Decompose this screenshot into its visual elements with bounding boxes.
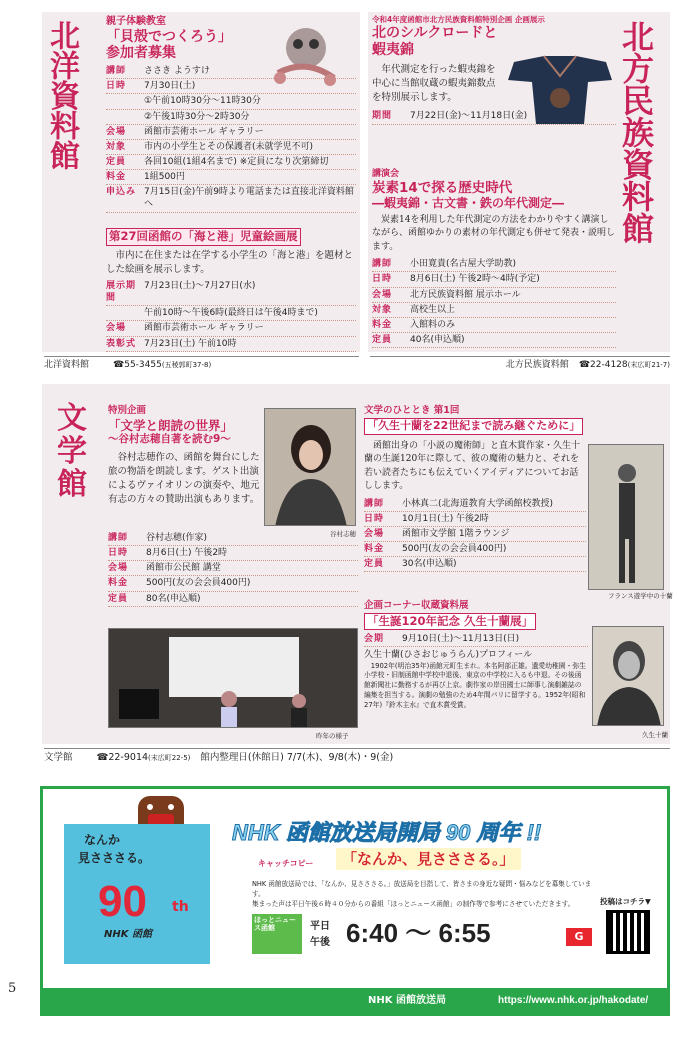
detail-value: 30名(申込順) — [402, 559, 457, 570]
detail-key: 料金 — [364, 544, 385, 555]
detail-key: 料金 — [106, 172, 127, 183]
badge-90: 90 — [98, 877, 147, 926]
badge-text-1: なんか — [84, 833, 121, 847]
detail-key: 講師 — [108, 533, 129, 543]
detail-value: 7月23日(土)～7月27日(水) — [144, 281, 256, 292]
detail-row — [106, 170, 356, 185]
bungaku-event1-details — [108, 531, 358, 607]
hoppou-name: 北方民族資料館 — [617, 20, 655, 244]
detail-row — [364, 542, 586, 557]
bungaku-name — [46, 402, 98, 501]
detail-value: 函館市公民館 講堂 — [146, 563, 221, 574]
juran-photo — [592, 626, 664, 726]
detail-row — [108, 546, 358, 561]
france-photo — [588, 444, 664, 590]
detail-row — [372, 288, 616, 303]
detail-value: 40名(申込順) — [410, 334, 465, 345]
ezonishiki-photo — [504, 52, 616, 128]
badge-th: th — [172, 899, 189, 915]
detail-key: 定員 — [364, 559, 385, 570]
detail-row — [364, 527, 586, 542]
nhk-badge — [64, 824, 210, 964]
hokuyo-name: 北洋資料館 — [44, 20, 79, 170]
detail-value: 小林真二(北海道教育大学函館校教授) — [402, 498, 554, 509]
pm-label: 午後 — [310, 937, 330, 948]
hoppou-footer: 北方民族資料館 ☎22-4128(末広町21-7) — [370, 356, 670, 371]
event-body: 市内に在住または在学する小学生の「海と港」を題材とした絵画を展示します。 — [106, 249, 354, 275]
event-title: 「久生十蘭を22世紀まで読み継ぐために」 — [364, 418, 583, 435]
copy-label: キャッチコピー — [258, 859, 314, 868]
event-title: 北のシルクロードと — [372, 25, 498, 42]
detail-value: 各回10組(1組4名まで) ※定員になり次第締切 — [144, 156, 329, 167]
event-title: 参加者募集 — [106, 45, 176, 62]
tanimura-photo — [264, 408, 356, 526]
detail-value: 入館料のみ — [410, 319, 456, 330]
profile-title: 久生十蘭(ひさおじゅうらん)プロフィール — [364, 650, 533, 661]
detail-key: 表彰式 — [106, 338, 137, 349]
nhk-headline: NHK 函館放送局開局 90 周年 !! — [232, 820, 542, 845]
detail-key: 日時 — [372, 274, 393, 285]
hokuyo-event2 — [106, 228, 356, 352]
bungaku-footer: 文学館 ☎22-9014(末広町22-5) 館内整理日(休館日) 7/7(木)、9/8(木)・9(金) — [44, 748, 670, 765]
detail-key: 日時 — [364, 513, 385, 524]
detail-value: 函館市芸術ホール ギャラリー — [144, 126, 264, 137]
station-name: NHK 函館放送局 — [368, 995, 446, 1006]
detail-value: 500円(友の会会員400円) — [402, 544, 507, 555]
detail-row — [106, 337, 356, 352]
detail-value: 函館市芸術ホール ギャラリー — [144, 323, 264, 334]
detail-value: 8月6日(土) 午後2時 — [146, 548, 228, 559]
detail-key: 展示期間 — [106, 281, 137, 304]
event-subtitle: ―蝦夷錦・古文書・鉄の年代測定― — [372, 196, 565, 211]
detail-key: 対象 — [106, 141, 127, 152]
bungaku-event2 — [364, 405, 586, 572]
event-title: 「生誕120年記念 久生十蘭展」 — [364, 613, 536, 631]
juran-caption: 久生十蘭 — [642, 731, 668, 739]
hokuyo-footer: 北洋資料館 ☎55-3455(五稜郭町37-8) — [44, 356, 359, 371]
detail-row — [106, 185, 356, 212]
detail-row — [108, 531, 358, 546]
tel-text: ☎22-9014 — [96, 752, 149, 763]
detail-key: 会場 — [372, 289, 393, 300]
detail-row — [106, 306, 356, 321]
detail-value: 市内の小学生とその保護者(未就学児不可) — [144, 141, 314, 152]
event-tag: 特別企画 — [108, 405, 147, 416]
detail-key: 会期 — [364, 634, 385, 645]
nhk-url[interactable]: https://www.nhk.or.jp/hakodate/ — [498, 995, 649, 1006]
event-tag: 令和4年度函館市北方民族資料館特別企画 企画展示 — [372, 15, 545, 24]
hoppou-event2 — [372, 168, 616, 348]
detail-value: 高校生以上 — [410, 304, 456, 315]
event-body: 谷村志穂作の、函館を舞台にした旅の物語を朗読します。ゲスト出演によるヴァイオリンの演奏や、地元有志の方々の賛助出演もあります。 — [108, 451, 260, 506]
event-body: 炭素14を利用した年代測定の方法をわかりやすく講演しながら、函館ゆかりの素材の年代測定も併せて発表・説明します。 — [372, 214, 616, 252]
detail-row — [106, 321, 356, 336]
france-caption: フランス遊学中の十蘭 — [608, 592, 673, 600]
detail-row — [372, 257, 616, 272]
bungaku-name-text: 文学館 — [57, 401, 87, 502]
detail-value: ①午前10時30分～11時30分 — [144, 96, 261, 107]
tanimura-caption: 谷村志穂 — [330, 530, 356, 538]
event-body: 函館出身の「小説の魔術師」と直木賞作家・久生十蘭の生誕120年に際して、彼の魔術の魅力と、それを若い読者たちにも伝えていくアイディアについてお話しします。 — [364, 440, 581, 492]
detail-value: 7月22日(金)～11月18日(金) — [410, 111, 528, 122]
detail-key: 期間 — [372, 111, 393, 122]
last-year-photo — [108, 628, 358, 728]
tel-text: ☎55-3455 — [113, 360, 162, 370]
profile-text: 1902年(明治35年)函館元町生まれ。本名阿部正雄。遺愛幼稚園・弥生小学校・旧制函館中学校中退後、東京の中学校に入るも中退。その後函館新聞社に勤務するが再び上京。劇作家の岸田國士に師事し演劇雑誌の編集を担当する。演劇の勉強のため4年間パリに留学する。1952年(昭和27年)『鈴木主水』で直木賞受賞。 — [364, 661, 586, 709]
detail-row — [372, 303, 616, 318]
event-title: 第27回函館の「海と港」児童絵画展 — [106, 228, 301, 246]
event-body: 年代測定を行った蝦夷錦を中心に当館収蔵の蝦夷錦数点を特別展示します。 — [372, 63, 496, 104]
event-tag: 親子体験教室 — [106, 16, 166, 27]
detail-value: 北方民族資料館 展示ホール — [410, 289, 521, 300]
event-title: 蝦夷錦 — [372, 41, 414, 58]
badge-logo: NHK 函館 — [104, 929, 152, 940]
detail-key: 会場 — [364, 528, 385, 539]
event-title: 「文学と朗読の世界」 — [108, 417, 234, 433]
detail-value: 7月30日(土) — [144, 81, 196, 92]
detail-key: 講師 — [106, 66, 127, 77]
detail-key: 申込み — [106, 187, 137, 198]
detail-row — [364, 512, 586, 527]
event-tag: 企画コーナー収蔵資料展 — [364, 600, 469, 611]
event-tag: 文学のひととき 第1回 — [364, 405, 460, 416]
detail-row — [108, 561, 358, 576]
detail-value: 500円(友の会会員400円) — [146, 578, 251, 589]
show-logo: ほっとニュース函館 — [252, 914, 302, 954]
badge-text-2: 見さささる。 — [78, 851, 151, 865]
event-title: 炭素14で探る歴史時代 — [372, 180, 513, 197]
detail-key: 会場 — [106, 126, 127, 137]
detail-row — [364, 497, 586, 512]
channel-badge: G — [566, 928, 592, 946]
detail-value: 80名(申込順) — [146, 593, 201, 604]
detail-row — [106, 110, 356, 125]
weekday-label: 平日 — [310, 921, 330, 932]
shell-craft-photo — [258, 18, 348, 90]
detail-key: 定員 — [372, 334, 393, 345]
detail-value: 8月6日(土) 午後2時～4時(予定) — [410, 274, 540, 285]
detail-row — [106, 140, 356, 155]
detail-value: 10月1日(土) 午後2時 — [402, 513, 489, 524]
detail-row — [106, 94, 356, 109]
qr-code-icon[interactable] — [606, 910, 650, 954]
detail-row — [106, 279, 356, 306]
detail-value: ささき ようすけ — [144, 66, 210, 77]
detail-row — [108, 576, 358, 591]
detail-value: 小田寛貴(名古屋大学助教) — [410, 259, 517, 270]
event-subtitle: ～谷村志穂自著を読む9～ — [108, 433, 231, 446]
detail-value: 函館市文学館 1階ラウンジ — [402, 528, 510, 539]
detail-key: 日時 — [106, 81, 127, 92]
detail-row — [372, 333, 616, 348]
detail-value: 9月10日(土)～11月13日(日) — [402, 634, 520, 645]
copy-text: 「なんか、見さささる。」 — [336, 848, 521, 870]
detail-row — [106, 125, 356, 140]
page-number: 5 — [8, 981, 17, 996]
event-tag: 講演会 — [372, 169, 400, 179]
detail-value: 1組500円 — [144, 172, 185, 183]
detail-value: 午前10時～午後6時(最終日は午後4時まで) — [144, 308, 318, 319]
detail-value: 7月23日(土) 午前10時 — [144, 338, 237, 349]
event-title: 「貝殻でつくろう」 — [106, 28, 232, 45]
detail-value: 谷村志穂(作家) — [146, 533, 208, 543]
detail-key: 会場 — [108, 563, 129, 574]
detail-row — [372, 272, 616, 287]
detail-key: 会場 — [106, 323, 127, 334]
qr-label: 投稿はコチラ▼ — [600, 897, 651, 906]
bungaku-event3 — [364, 600, 588, 711]
detail-row — [364, 557, 586, 572]
detail-key: 日時 — [108, 548, 129, 559]
detail-row — [372, 318, 616, 333]
detail-row — [108, 592, 358, 607]
detail-value: 7月15日(金)午前9時より電話または直接北洋資料館へ — [144, 187, 354, 210]
bungaku-event1 — [108, 405, 262, 508]
detail-key: 対象 — [372, 304, 393, 315]
last-year-caption: 昨年の様子 — [316, 732, 349, 740]
detail-key: 定員 — [108, 593, 129, 604]
detail-value: ②午後1時30分～2時30分 — [144, 111, 250, 122]
detail-key: 講師 — [372, 259, 393, 270]
tel-text: ☎22-4128 — [578, 360, 628, 370]
detail-row — [364, 632, 588, 647]
nhk-desc: NHK 函館放送局では、「なんか、見さささる。」放送局を目指して、皆さまの身近な疑問・悩みなどを募集しています。 集まった声は平日午後６時４０分からの番組「ほっとニュース函館」の制作等で参考にさせていただきます。 — [252, 880, 592, 908]
broadcast-time: 6:40 ～ 6:55 — [346, 918, 491, 948]
detail-key: 定員 — [106, 156, 127, 167]
detail-row — [106, 155, 356, 170]
detail-key: 料金 — [108, 578, 129, 589]
closed-days: 館内整理日(休館日) 7/7(木)、9/8(木)・9(金) — [200, 752, 394, 763]
detail-key: 料金 — [372, 319, 393, 330]
detail-key: 講師 — [364, 498, 385, 509]
